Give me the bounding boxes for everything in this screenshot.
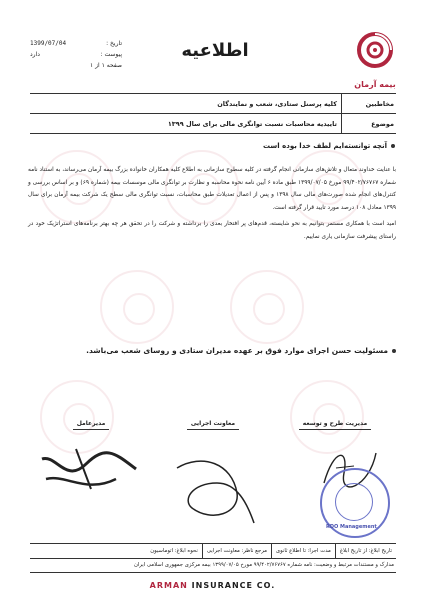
- watermark-logo: [230, 270, 304, 344]
- attachment-value: دارد: [30, 51, 40, 58]
- footer-table: [30, 543, 396, 573]
- page-title: اطلاعیه: [181, 40, 249, 61]
- responsibility-text: مسئولیت حسن اجرای موارد فوق بر عهده مدیران ستادی و روسای شعب می‌باشد.: [86, 346, 388, 355]
- footer-cell: تاریخ ابلاغ: از تاریخ ابلاغ: [335, 544, 396, 558]
- salutation-text: آنچه توانسته‌ایم لطف خدا بوده است: [263, 142, 387, 150]
- signature-exec-deputy: [152, 420, 274, 538]
- bullet-icon: [392, 349, 396, 353]
- notice-body: [28, 164, 396, 248]
- ceo-title: مدیرعامل: [73, 420, 110, 430]
- watermark-logo: [100, 270, 174, 344]
- page-number: صفحه ۱ از ۱: [90, 62, 122, 69]
- signature-block: [30, 420, 396, 538]
- signature-mark: [162, 438, 262, 528]
- addressee-table: [30, 93, 396, 134]
- body-paragraph: با عنایت خداوند متعال و تلاش‌های سازمانی انجام گرفته در کلیه سطوح سازمانی به اطلاع کلیه همکاران خانواده بزرگ بیمه آرمان می‌رساند، به استناد نامه شماره ۹۹/۴۰۲/۷۶۷۶۷ مورخ ۱۳۹۹/۰۷/۰۵ طبق ماده ۶ آیین نامه نحوه محاسبه و نظارت بر توانگری مالی موسسات بیمه (شماره ۶۹) و بر اساس بررسی و کنترل‌های انجام شده صورت‌های مالی سال ۱۳۹۸ و پس از اعمال تعدیلات طبق محاسبات، نسبت توانگری مالی سطح یک شرکت بیمه آرمان برای سال ۱۳۹۹ معادل ۱۰۸ درصد مورد تایید قرار گرفته است.: [28, 167, 397, 211]
- date-label: تاریخ :: [106, 40, 122, 47]
- to-label: مخاطبین: [365, 99, 394, 108]
- body-paragraph: امید است با همکاری مستمر بتوانیم به نحو شایسته، قدم‌های پر افتخار بعدی را برداشته و شرکت را در تحقق هر چه بهتر برنامه‌های استراتژیک خود در راستای پیشرفت سازمانی یاری نماییم.: [28, 221, 396, 240]
- stamp-caption: RDO Management: [326, 524, 377, 530]
- signature-ceo: [30, 420, 152, 538]
- footer-cell: مرجع ناظر: معاونت اجرایی: [202, 544, 271, 558]
- exec-deputy-title: معاونت اجرایی: [187, 420, 239, 430]
- footer-cell: نحوه ابلاغ: اتوماسیون: [150, 548, 198, 554]
- footer-docs: مدارک و مستندات مرتبط و وضعیت: نامه شماره ۹۹/۴۰۲/۷۶۷۶۷ مورخ ۱۳۹۹/۰۷/۰۵ بیمه مرکزی جمهوری اسلامی ایران: [133, 562, 394, 568]
- footer-cell: مدت اجرا: تا اطلاع ثانوی: [271, 544, 335, 558]
- subject-value: تاییدیه محاسبات نسبت توانگری مالی برای سال ۱۳۹۹: [167, 119, 337, 128]
- bullet-icon: [391, 144, 395, 148]
- arman-logo-icon: [355, 28, 395, 82]
- document-meta: [30, 38, 122, 71]
- signature-mark: [36, 434, 146, 504]
- attachment-label: پیوست :: [100, 51, 122, 58]
- date-value: 1399/07/04: [30, 40, 67, 47]
- responsibility-note: [40, 346, 396, 355]
- company-brand: ARMAN: [149, 581, 188, 590]
- signature-planning: [274, 420, 396, 538]
- salutation: [263, 142, 395, 150]
- logo-text: بیمه آرمان: [354, 80, 396, 89]
- to-value: کلیه پرسنل ستادی، شعب و نمایندگان: [217, 99, 337, 108]
- planning-title: مدیریت طرح و توسعه: [299, 420, 371, 430]
- subject-label: موضوع: [371, 119, 394, 128]
- company-suffix: INSURANCE CO.: [191, 581, 276, 590]
- company-name: [0, 581, 425, 590]
